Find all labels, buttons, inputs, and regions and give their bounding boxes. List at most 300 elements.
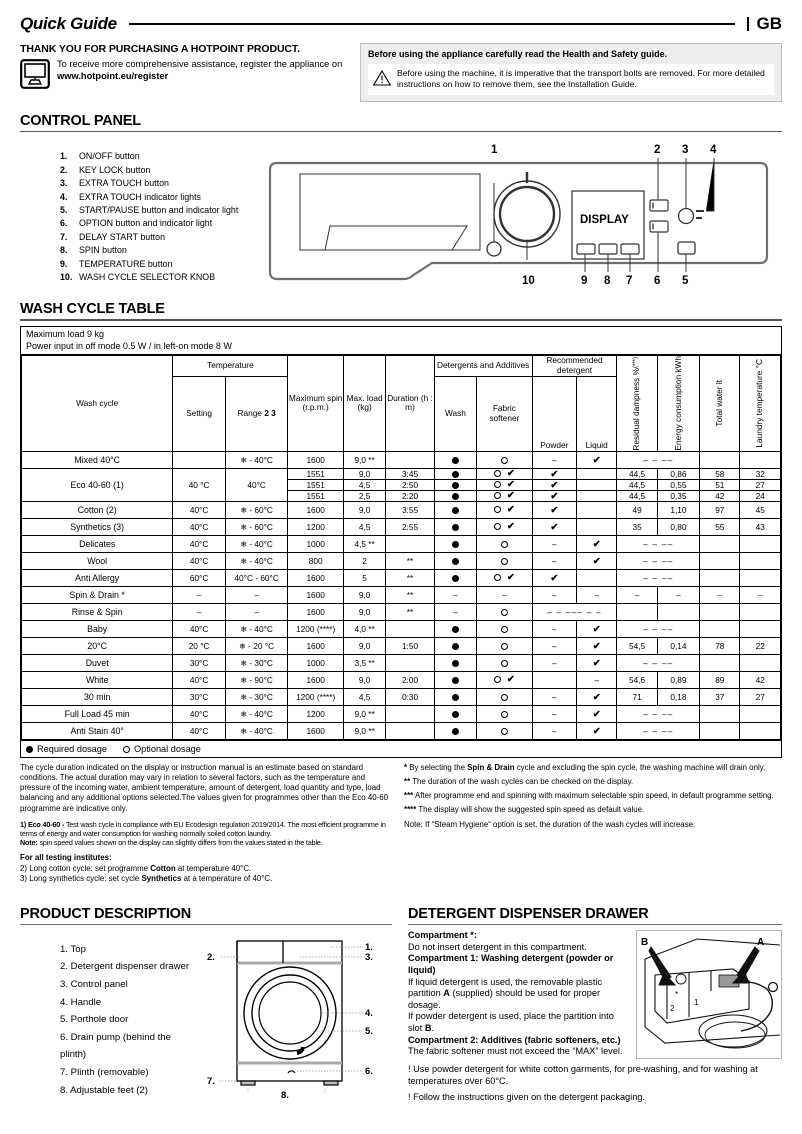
check-icon: ✔ bbox=[506, 520, 515, 532]
thank-you-title: THANK YOU FOR PURCHASING A HOTPOINT PRODUCT. bbox=[20, 43, 300, 55]
cycle-softener-dosage bbox=[477, 451, 533, 468]
cycle-laundry-temp: 27 bbox=[740, 479, 781, 490]
cycle-powder bbox=[532, 569, 576, 586]
cycle-setting: 40°C bbox=[173, 535, 225, 552]
cycle-residual-energy-na bbox=[617, 620, 700, 637]
cycle-duration bbox=[386, 620, 434, 637]
cycle-setting: 20 °C bbox=[173, 637, 225, 654]
cycle-residual-energy-na bbox=[617, 451, 700, 468]
footnote-star-post: cycle and excluding the spin cycle, the washing machine will drain only. bbox=[514, 762, 766, 772]
cycle-residual-dampness: 44,5 bbox=[617, 490, 657, 501]
snowflake-icon: ❄ bbox=[240, 539, 248, 549]
cycle-duration bbox=[386, 654, 434, 671]
cycle-duration: 1:50 bbox=[386, 637, 434, 654]
control-panel-item bbox=[60, 231, 262, 244]
check-icon: ✔ bbox=[506, 489, 515, 501]
cycle-max-spin: 1200 bbox=[288, 705, 344, 722]
item-label: KEY LOCK button bbox=[79, 164, 151, 175]
pd-callout-4: 4. bbox=[365, 1008, 373, 1020]
product-part-item: 5. Porthole door bbox=[60, 1014, 129, 1026]
th-temperature: Temperature bbox=[173, 356, 288, 377]
dash-marker: – bbox=[552, 640, 557, 651]
cycle-range: ❄ - 40°C bbox=[225, 451, 288, 468]
section-divider bbox=[408, 924, 782, 925]
cycle-duration: 2:55 bbox=[386, 518, 434, 535]
cycle-max-load: 4,0 ** bbox=[343, 620, 385, 637]
filled-dot-icon bbox=[452, 457, 459, 464]
product-description-title: PRODUCT DESCRIPTION bbox=[20, 905, 192, 922]
cycle-softener-dosage bbox=[477, 688, 533, 705]
cycle-total-water: 89 bbox=[700, 671, 740, 688]
cycle-laundry-temp bbox=[740, 586, 781, 603]
cycle-total-water bbox=[700, 552, 740, 569]
cycle-total-water: 78 bbox=[700, 637, 740, 654]
dashes-marker: – – –– bbox=[643, 572, 674, 583]
cycle-max-spin: 1200 (****) bbox=[288, 620, 344, 637]
cycle-wash-dosage bbox=[434, 705, 476, 722]
cycle-laundry-temp bbox=[740, 603, 781, 620]
footnote-star4-mark: **** bbox=[404, 805, 417, 815]
footnote-star bbox=[404, 763, 782, 773]
table-row bbox=[22, 518, 781, 535]
compartment-1-title: Compartment 1: Washing detergent (powder or liquid) bbox=[408, 953, 614, 975]
cycle-total-water bbox=[700, 620, 740, 637]
svg-text:1: 1 bbox=[694, 998, 699, 1008]
cycle-laundry-temp bbox=[740, 552, 781, 569]
thank-you-block bbox=[20, 43, 350, 102]
cycle-name: Rinse & Spin bbox=[22, 603, 173, 620]
cycle-softener-dosage bbox=[477, 490, 533, 501]
cycle-duration: 3:55 bbox=[386, 501, 434, 518]
cycle-powder bbox=[532, 637, 576, 654]
cycle-energy-consumption: 0,80 bbox=[657, 518, 699, 535]
cycle-name: Cotton (2) bbox=[22, 501, 173, 518]
cycle-max-load: 9,0 bbox=[343, 501, 385, 518]
cycle-laundry-temp: 45 bbox=[740, 501, 781, 518]
cycle-total-water bbox=[700, 705, 740, 722]
item-label: ON/OFF button bbox=[79, 151, 140, 162]
cycle-residual-dampness: 44,5 bbox=[617, 468, 657, 479]
table-row bbox=[22, 501, 781, 518]
filled-dot-icon bbox=[452, 471, 459, 478]
dashes-marker: – – –– bbox=[643, 555, 674, 566]
pd-callout-6: 6. bbox=[365, 1066, 373, 1078]
dash-marker: – bbox=[453, 606, 458, 617]
footnote-star-mark: * bbox=[404, 762, 408, 772]
filled-dot-icon bbox=[452, 482, 459, 489]
dash-marker: – bbox=[594, 589, 600, 600]
dash-marker: – bbox=[552, 589, 557, 600]
table-row bbox=[22, 722, 781, 739]
dashes-marker: – – –– bbox=[643, 538, 674, 549]
compartment-2-title: Compartment 2: Additives (fabric softeners, etc.) bbox=[408, 1034, 621, 1045]
cycle-residual-dampness: 54,5 bbox=[617, 637, 657, 654]
product-part-item: 8. Adjustable feet (2) bbox=[60, 1084, 148, 1096]
control-panel-item bbox=[60, 164, 262, 177]
control-panel-legend-list bbox=[20, 147, 262, 284]
th-range bbox=[225, 376, 288, 451]
callout-8: 8 bbox=[604, 275, 611, 288]
cycle-max-spin: 1551 bbox=[288, 468, 344, 479]
th-laundry-text: Laundry temperature °C bbox=[754, 359, 765, 448]
cycle-setting: – bbox=[173, 603, 225, 620]
cycle-setting: 40 °C bbox=[173, 468, 225, 501]
cycle-powder bbox=[532, 451, 576, 468]
section-divider bbox=[20, 131, 782, 133]
intro-section bbox=[20, 43, 782, 102]
pd-callout-5: 5. bbox=[365, 1026, 373, 1038]
dash-marker: – bbox=[634, 589, 640, 600]
filled-dot-icon bbox=[452, 524, 459, 531]
pd-callout-3: 3. bbox=[365, 952, 373, 964]
item-label: SPIN button bbox=[79, 245, 127, 256]
check-icon: ✔ bbox=[592, 538, 601, 550]
item-label: DELAY START button bbox=[79, 231, 165, 242]
cycle-setting: 40°C bbox=[173, 671, 225, 688]
cycle-powder bbox=[532, 490, 576, 501]
cycle-powder bbox=[532, 586, 576, 603]
institutes-title: For all testing institutes: bbox=[20, 853, 112, 863]
cycle-powder bbox=[532, 705, 576, 722]
dosage-legend bbox=[21, 740, 781, 757]
cycle-powder bbox=[532, 468, 576, 479]
cycle-energy-consumption bbox=[657, 586, 699, 603]
cycle-max-load: 4,5 bbox=[343, 479, 385, 490]
table-row bbox=[22, 586, 781, 603]
open-circle-icon bbox=[494, 470, 501, 477]
cycle-residual-dampness: 54,6 bbox=[617, 671, 657, 688]
cycle-range: ❄ - 90°C bbox=[225, 671, 288, 688]
cycle-range: 40°C - 60°C bbox=[225, 569, 288, 586]
filled-dot-icon bbox=[452, 507, 459, 514]
cycle-duration bbox=[386, 535, 434, 552]
cycle-max-load: 9,0 ** bbox=[343, 451, 385, 468]
cycle-name: Delicates bbox=[22, 535, 173, 552]
cycle-max-load: 9,0 bbox=[343, 603, 385, 620]
item-label: EXTRA TOUCH button bbox=[79, 178, 169, 189]
cycle-wash-dosage bbox=[434, 637, 476, 654]
cycle-range: ❄ - 30°C bbox=[225, 654, 288, 671]
cycle-max-load: 4,5 bbox=[343, 518, 385, 535]
legend-required bbox=[26, 744, 107, 754]
filled-dot-icon bbox=[452, 626, 459, 633]
cycle-total-water: 42 bbox=[700, 490, 740, 501]
product-part-item: 2. Detergent dispenser drawer bbox=[60, 961, 190, 973]
cycle-liquid bbox=[577, 490, 617, 501]
cycle-powder bbox=[532, 620, 576, 637]
cycle-max-spin: 1600 bbox=[288, 722, 344, 739]
th-max-load-text: Max. load (kg) bbox=[346, 392, 383, 413]
open-circle-icon bbox=[501, 541, 508, 548]
cycle-max-spin: 1551 bbox=[288, 479, 344, 490]
th-powder-spacer bbox=[532, 376, 576, 440]
cycle-residual-energy-na bbox=[617, 722, 700, 739]
th-energy-text: Energy consumption kWh bbox=[672, 356, 683, 451]
th-wash-cycle: Wash cycle bbox=[22, 356, 173, 452]
cycle-wash-dosage bbox=[434, 490, 476, 501]
th-max-spin bbox=[288, 356, 344, 452]
cycle-total-water bbox=[700, 451, 740, 468]
cycle-duration: ** bbox=[386, 569, 434, 586]
th-liquid-spacer bbox=[577, 376, 617, 440]
table-row bbox=[22, 620, 781, 637]
footnote-star4 bbox=[404, 805, 782, 815]
cycle-laundry-temp: 24 bbox=[740, 490, 781, 501]
cycle-liquid bbox=[577, 451, 617, 468]
footnote-steam-note: Note: If “Steam Hygiene“ option is set, the duration of the wash cycles will increase. bbox=[404, 819, 696, 829]
svg-text:2: 2 bbox=[670, 1004, 675, 1014]
dashes-marker: – – –– bbox=[643, 623, 674, 634]
cycle-setting: 30°C bbox=[173, 654, 225, 671]
callout-3: 3 bbox=[682, 144, 689, 157]
control-panel-item bbox=[60, 258, 262, 271]
product-part-item: 1. Top bbox=[60, 943, 86, 955]
cycle-softener-dosage bbox=[477, 671, 533, 688]
safety-text: Before using the machine, it is imperative that the transport bolts are removed. For more detailed instructions on how to remove them, see the Installation Guide. bbox=[397, 68, 765, 90]
item-label: WASH CYCLE SELECTOR KNOB bbox=[79, 271, 216, 282]
check-icon: ✔ bbox=[550, 490, 559, 502]
cycle-duration: 3:45 bbox=[386, 468, 434, 479]
cycle-liquid bbox=[577, 620, 617, 637]
note-text: spin speed values shown on the display can slightly differs from the values stated in the table. bbox=[39, 838, 323, 848]
cycle-max-load: 5 bbox=[343, 569, 385, 586]
warning-triangle-icon bbox=[373, 70, 391, 86]
check-icon: ✔ bbox=[506, 673, 515, 685]
snowflake-icon: ❄ bbox=[240, 556, 248, 566]
cycle-powder bbox=[532, 654, 576, 671]
detergent-bullet-1: ! Use powder detergent for white cotton garments, for pre-washing, and for washing at temperatures over 60°C. bbox=[408, 1064, 758, 1086]
cycle-max-spin: 1000 bbox=[288, 654, 344, 671]
callout-6: 6 bbox=[654, 275, 661, 288]
cycle-energy-consumption: 0,89 bbox=[657, 671, 699, 688]
cycle-wash-dosage bbox=[434, 671, 476, 688]
check-icon: ✔ bbox=[592, 725, 601, 737]
dash-marker: – bbox=[552, 538, 557, 549]
cycle-residual-dampness bbox=[617, 586, 657, 603]
th-max-load bbox=[343, 356, 385, 452]
cycle-residual-energy-na bbox=[617, 654, 700, 671]
pd-callout-8: 8. bbox=[281, 1090, 289, 1102]
cycle-total-water: 37 bbox=[700, 688, 740, 705]
filled-dot-icon bbox=[452, 575, 459, 582]
cycle-liquid bbox=[577, 654, 617, 671]
open-circle-icon bbox=[501, 711, 508, 718]
dash-marker: – bbox=[453, 589, 458, 600]
cycle-liquid bbox=[577, 705, 617, 722]
cycle-wash-dosage bbox=[434, 451, 476, 468]
cycle-range: – bbox=[225, 586, 288, 603]
institute-3-pre: 3) Long synthetics cycle: set cycle bbox=[20, 873, 142, 883]
snowflake-icon: ❄ bbox=[240, 658, 248, 668]
table-row bbox=[22, 654, 781, 671]
item-label: OPTION button and indicator light bbox=[79, 218, 213, 229]
cycle-duration bbox=[386, 722, 434, 739]
open-circle-icon bbox=[494, 574, 501, 581]
filled-dot-icon bbox=[452, 643, 459, 650]
institute-2-post: at temperature 40°C. bbox=[175, 863, 252, 873]
check-icon: ✔ bbox=[592, 657, 601, 669]
detergent-drawer-section bbox=[408, 906, 782, 1109]
cycle-max-spin: 1600 bbox=[288, 637, 344, 654]
safety-title: Before using the appliance carefully read the Health and Safety guide. bbox=[368, 49, 668, 59]
wash-cycle-table-title: WASH CYCLE TABLE bbox=[20, 301, 165, 318]
max-load-line: Maximum load 9 kg bbox=[26, 329, 105, 339]
control-panel-item bbox=[60, 177, 262, 190]
cycle-liquid bbox=[577, 722, 617, 739]
snowflake-icon: ❄ bbox=[240, 675, 248, 685]
cycle-setting: 40°C bbox=[173, 518, 225, 535]
cycle-max-load: 9,0 bbox=[343, 586, 385, 603]
cycle-residual-energy-na bbox=[617, 535, 700, 552]
dash-marker: – bbox=[757, 589, 763, 600]
cycle-max-load: 4,5 ** bbox=[343, 535, 385, 552]
register-url[interactable]: www.hotpoint.eu/register bbox=[57, 71, 169, 82]
wash-cycle-table-section bbox=[20, 301, 782, 757]
dash-marker: – bbox=[594, 674, 600, 685]
drawer-label-a: A bbox=[757, 937, 765, 949]
cycle-total-water: 97 bbox=[700, 501, 740, 518]
compartment-1-text-a: If liquid detergent is used, the removable plastic partition bbox=[408, 976, 603, 999]
cycle-max-spin: 1000 bbox=[288, 535, 344, 552]
register-text: To receive more comprehensive assistance, register the appliance on bbox=[57, 59, 343, 69]
notes-left-column bbox=[20, 763, 390, 890]
cycle-duration: 2:20 bbox=[386, 490, 434, 501]
cycle-max-load: 9,0 bbox=[343, 637, 385, 654]
footnote-star2 bbox=[404, 777, 782, 787]
cycle-powder bbox=[532, 535, 576, 552]
th-wash: Wash bbox=[434, 376, 476, 451]
product-parts-list bbox=[20, 941, 195, 1099]
th-liquid: Liquid bbox=[577, 441, 617, 452]
open-circle-icon bbox=[501, 457, 508, 464]
cycle-softener-dosage bbox=[477, 535, 533, 552]
cycle-range: ❄ - 40°C bbox=[225, 722, 288, 739]
cycle-name: Full Load 45 min bbox=[22, 705, 173, 722]
cycle-wash-dosage bbox=[434, 479, 476, 490]
cycle-softener-dosage bbox=[477, 479, 533, 490]
institute-2-bold: Cotton bbox=[150, 863, 176, 873]
callout-1: 1 bbox=[491, 144, 498, 157]
cycle-laundry-temp: 27 bbox=[740, 688, 781, 705]
cycle-wash-dosage bbox=[434, 535, 476, 552]
table-row bbox=[22, 705, 781, 722]
open-circle-icon bbox=[501, 728, 508, 735]
check-icon: ✔ bbox=[550, 479, 559, 491]
snowflake-icon: ❄ bbox=[240, 692, 248, 702]
check-icon: ✔ bbox=[592, 691, 601, 703]
cycle-laundry-temp bbox=[740, 654, 781, 671]
table-preamble bbox=[21, 327, 781, 355]
svg-text:*: * bbox=[675, 990, 679, 1000]
cycle-max-spin: 1200 bbox=[288, 518, 344, 535]
open-circle-icon bbox=[501, 694, 508, 701]
header-rule bbox=[129, 23, 735, 25]
check-icon: ✔ bbox=[550, 572, 559, 584]
cycle-duration: 2:00 bbox=[386, 671, 434, 688]
cycle-wash-dosage bbox=[434, 586, 476, 603]
dashes-marker: – – –– bbox=[643, 657, 674, 668]
cycle-max-spin: 1600 bbox=[288, 603, 344, 620]
footnote-star3-text: After programme end and spinning with maximum selectable spin speed, in default programme setting. bbox=[413, 791, 774, 801]
open-circle-icon bbox=[494, 506, 501, 513]
item-label: TEMPERATURE button bbox=[79, 258, 173, 269]
safety-callout bbox=[360, 43, 782, 102]
cycle-liquid bbox=[577, 688, 617, 705]
control-panel-item bbox=[60, 150, 262, 163]
filled-dot-icon bbox=[452, 728, 459, 735]
table-row bbox=[22, 451, 781, 468]
cycle-laundry-temp bbox=[740, 705, 781, 722]
drawer-label-b: B bbox=[641, 937, 649, 949]
cycle-duration: ** bbox=[386, 603, 434, 620]
cycle-laundry-temp: 42 bbox=[740, 671, 781, 688]
institute-3-bold: Synthetics bbox=[141, 873, 182, 883]
dash-marker: – bbox=[502, 589, 507, 600]
item-number: 8. bbox=[60, 245, 68, 256]
cycle-range: ❄ - 30°C bbox=[225, 688, 288, 705]
cycle-max-spin: 1600 bbox=[288, 671, 344, 688]
cycle-duration bbox=[386, 451, 434, 468]
th-residual-text: Residual dampness % bbox=[631, 367, 642, 451]
th-powder: Powder bbox=[532, 441, 576, 452]
filled-dot-icon bbox=[452, 660, 459, 667]
product-description-section bbox=[20, 906, 392, 1109]
table-row bbox=[22, 552, 781, 569]
pd-callout-2: 2. bbox=[207, 952, 215, 964]
item-number: 9. bbox=[60, 258, 68, 269]
cycle-energy-consumption: 0,14 bbox=[657, 637, 699, 654]
cycle-name: White bbox=[22, 671, 173, 688]
cycle-name: Synthetics (3) bbox=[22, 518, 173, 535]
cycle-range: ❄ - 40°C bbox=[225, 705, 288, 722]
item-number: 6. bbox=[60, 218, 68, 229]
th-recommended-detergent: Recommended detergent bbox=[532, 356, 617, 377]
cycle-max-spin: 1600 bbox=[288, 586, 344, 603]
cycle-setting: 40°C bbox=[173, 552, 225, 569]
snowflake-icon: ❄ bbox=[239, 641, 246, 651]
cycle-energy-consumption: 1,10 bbox=[657, 501, 699, 518]
open-circle-icon bbox=[501, 558, 508, 565]
cycle-range: ❄ - 40°C bbox=[225, 552, 288, 569]
cycle-range: ❄ - 60°C bbox=[225, 501, 288, 518]
open-circle-icon bbox=[501, 643, 508, 650]
eco-text: Test wash cycle in compliance with EU Ecodesign regulation 2019/2014. The most efficient programme in terms of energy and water consumption for washing normally soiled cotton laundry. bbox=[20, 819, 386, 838]
control-panel-section bbox=[20, 113, 782, 294]
cycle-wash-dosage bbox=[434, 501, 476, 518]
cycle-range: ❄ - 40°C bbox=[225, 620, 288, 637]
cycle-total-water bbox=[700, 535, 740, 552]
legend-required-label: Required dosage bbox=[37, 743, 107, 754]
institute-2-pre: 2) Long cotton cycle: set programme bbox=[20, 863, 151, 873]
cycle-setting: 40°C bbox=[173, 722, 225, 739]
cycle-setting: 40°C bbox=[173, 620, 225, 637]
footnote-star2-mark: ** bbox=[404, 776, 411, 786]
cycle-wash-dosage bbox=[434, 552, 476, 569]
dash-marker: – bbox=[552, 657, 557, 668]
compartment-star-title: Compartment *: bbox=[408, 930, 477, 941]
cycle-softener-dosage bbox=[477, 569, 533, 586]
table-row bbox=[22, 671, 781, 688]
item-number: 7. bbox=[60, 231, 68, 242]
table-row bbox=[22, 569, 781, 586]
footnote-star3 bbox=[404, 791, 782, 801]
cycle-softener-dosage bbox=[477, 637, 533, 654]
table-row bbox=[22, 468, 781, 479]
th-range-sup: 2 3 bbox=[264, 407, 276, 418]
table-row bbox=[22, 535, 781, 552]
product-part-item: 6. Drain pump (behind the plinth) bbox=[60, 1031, 171, 1061]
open-circle-icon bbox=[501, 660, 508, 667]
